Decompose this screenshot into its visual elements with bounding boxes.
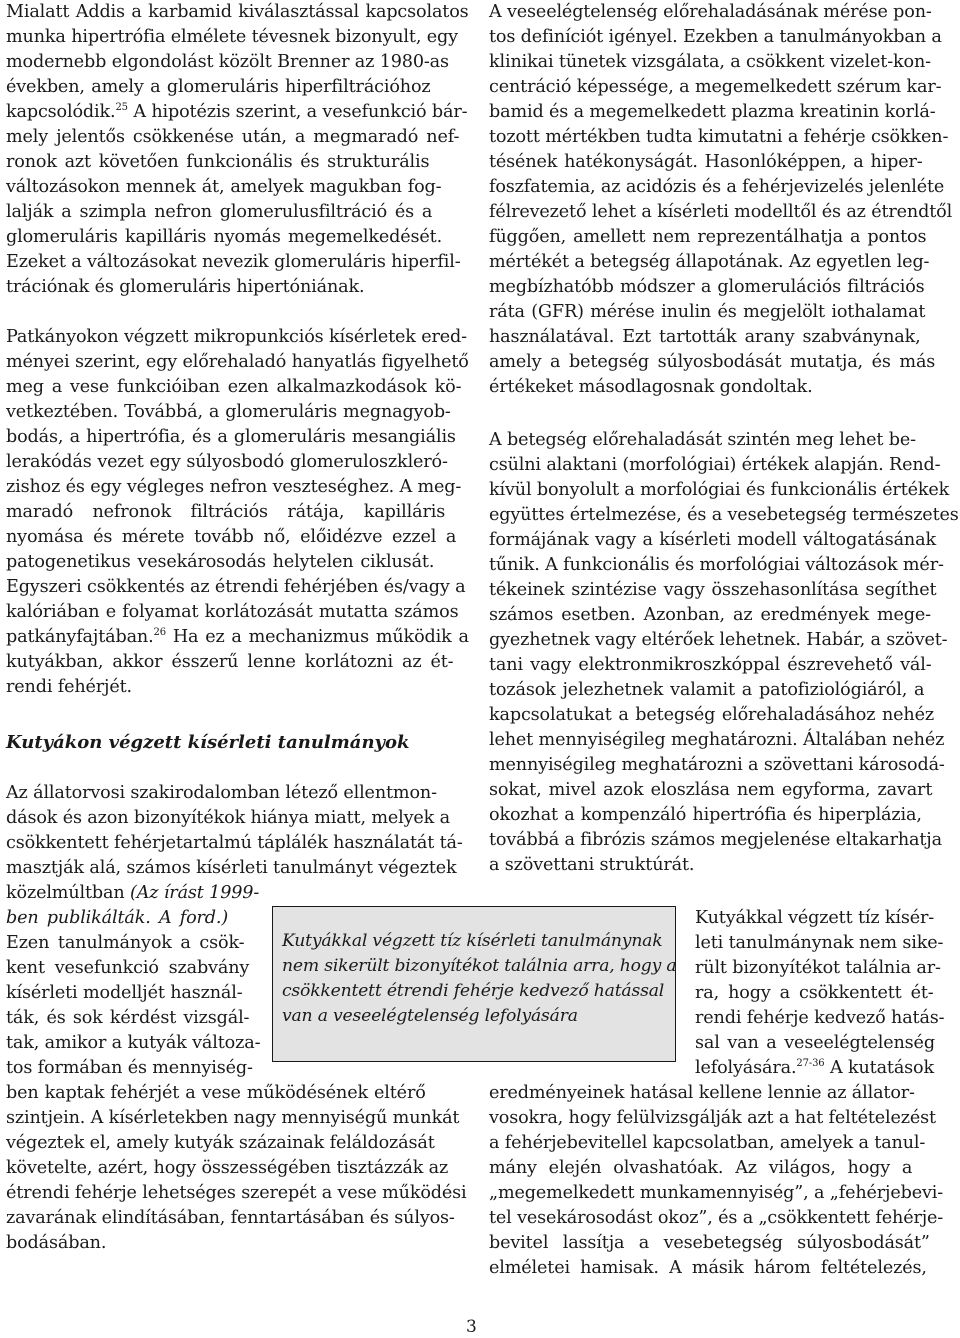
text-line: kutyákban, akkor ésszerű lenne korlátozni az ét- — [6, 652, 454, 672]
text-line: tak, amikor a kutyák változa- — [6, 1033, 261, 1053]
text-line: években, amely a glomeruláris hiperfiltrációhoz — [6, 77, 431, 97]
text-line: lalják a szimpla nefron glomerulusfiltráció és a — [6, 202, 433, 222]
text-line: tozott mértékben tudta kimutatni a fehérje csökken- — [489, 127, 949, 147]
text-line: tozások jelezhetnek valamit a patofiziológiáról, a — [489, 680, 925, 700]
text-line: ták, és sok kérdést vizsgál- — [6, 1008, 250, 1028]
text-span: A kutatások — [824, 1058, 934, 1078]
text-line: trációnak és glomeruláris hipertóniának. — [6, 277, 365, 297]
text-line: sal van a veseelégtelenség — [695, 1033, 935, 1053]
text-line: Mialatt Addis a karbamid kiválasztással kapcsolatos — [6, 2, 469, 22]
text-line: a szövettani struktúrát. — [489, 855, 695, 875]
text-line: mely jelentős csökkenése után, a megmaradó nef- — [6, 127, 460, 147]
translator-note: (Az írást 1999- — [130, 883, 260, 903]
text-line: Kutyákkal végzett tíz kísér- — [695, 908, 935, 928]
text-line: végeztek el, amely kutyák százainak feláldozását — [6, 1133, 435, 1153]
text-line: vetkeztében. Továbbá, a glomeruláris megnagyob- — [6, 402, 451, 422]
text-line: A veseelégtelenség előrehaladásának mérése pon- — [489, 2, 932, 22]
text-line: használatával. Ezt tartották arany szabványnak, — [489, 327, 921, 347]
text-line: tésének hatékonyságát. Hasonlóképpen, a hiper- — [489, 152, 923, 172]
text-line: értékeket másodlagosnak gondoltak. — [489, 377, 813, 397]
text-line: centráció képessége, a megemelkedett szérum kar- — [489, 77, 942, 97]
text-line: glomeruláris kapilláris nyomás megemelkedését. — [6, 227, 443, 247]
text-span: kapcsolódik. — [6, 102, 116, 122]
text-line: bamid és a megemelkedett plazma kreatinin korlá- — [489, 102, 936, 122]
text-line: foszfatemia, az acidózis és a fehérjevizelés jelenléte — [489, 177, 945, 197]
text-line: gyezhetnek vagy eltérőek lehetnek. Habár, a szövet- — [489, 630, 948, 650]
text-line — [6, 100, 467, 124]
text-line: bodásában. — [6, 1233, 107, 1253]
text-line: tos definíciót igényel. Ezekben a tanulmányokban a — [489, 27, 942, 47]
text-span: közelmúltban — [6, 883, 130, 903]
text-line: Egyszeri csökkentés az étrendi fehérjében és/vagy a — [6, 577, 466, 597]
footnote-ref: 26 — [153, 627, 166, 639]
text-line: Patkányokon végzett mikropunkciós kísérletek ered- — [6, 327, 467, 347]
text-line: nyomása és mérete tovább nő, előidézve ezzel a — [6, 527, 457, 547]
text-line: számos esetben. Azonban, az eredmények mege- — [489, 605, 931, 625]
text-line: tékeinek szintézise vagy összehasonlítása segíthet — [489, 580, 937, 600]
text-line: csülni alaktani (morfológiai) értékek alapján. Rend- — [489, 455, 941, 475]
text-line: rült bizonyítékot találnia ar- — [695, 958, 941, 978]
footnote-ref: 25 — [115, 102, 128, 114]
text-line: ben kaptak fehérjét a vese működésének eltérő — [6, 1083, 426, 1103]
text-span: A hipotézis szerint, a vesefunkció bár- — [127, 102, 468, 122]
text-line: leti tanulmánynak nem sike- — [695, 933, 944, 953]
translator-note: ben publikálták. A ford.) — [6, 908, 229, 928]
text-line: sokat, mivel azok eloszlása nem egyforma, zavart — [489, 780, 933, 800]
pull-quote-line: nem sikerült bizonyítékot találnia arra, hogy a — [282, 956, 677, 976]
footnote-ref: 27-36 — [796, 1058, 825, 1070]
text-line: mennyiségileg meghatározni a szövettani károsodá- — [489, 755, 945, 775]
text-line: meg a vese funkcióiban ezen alkalmazkodások kö- — [6, 377, 462, 397]
text-line: ményei szerint, egy előrehaladó hanyatlás figyelhető — [6, 352, 469, 372]
text-line: munka hipertrófia elmélete tévesnek bizonyult, egy — [6, 27, 458, 47]
text-line: megbízhatóbb módszer a glomerulációs filtrációs — [489, 277, 925, 297]
text-line: kapcsolatukat a betegség előrehaladásához nehéz — [489, 705, 934, 725]
text-line: kent vesefunkció szabvány — [6, 958, 250, 978]
text-line — [6, 881, 259, 905]
text-line: ráta (GFR) mérése inulin és megjelölt iothalamat — [489, 302, 926, 322]
text-line: követelte, azért, hogy összességében tisztázzák az — [6, 1158, 449, 1178]
text-line: mány elején olvashatóak. Az világos, hogy a — [489, 1158, 913, 1178]
text-line: zavarának elindításában, fenntartásában és súlyos- — [6, 1208, 455, 1228]
text-line: a fehérjebevitellel kapcsolatban, amelyek a tanul- — [489, 1133, 926, 1153]
text-line: csökkentett fehérjetartalmú táplálék használatát tá- — [6, 833, 463, 853]
text-line: kalóriában e folyamat korlátozását mutatta számos — [6, 602, 459, 622]
text-span: lefolyására. — [695, 1058, 797, 1078]
text-line: elméletei hamisak. A másik három feltételezés, — [489, 1258, 927, 1278]
text-line: formájának vagy a kísérleti modell váltogatásának — [489, 530, 936, 550]
text-line: változásokon mennek át, amelyek magukban fog- — [6, 177, 442, 197]
text-line: masztják alá, számos kísérleti tanulmányt végeztek — [6, 858, 457, 878]
text-line: rendi fehérjét. — [6, 677, 132, 697]
text-line: kívül bonyolult a morfológiai és funkcionális értékek — [489, 480, 950, 500]
text-line: ronok azt követően funkcionális és strukturális — [6, 152, 430, 172]
text-line: Az állatorvosi szakirodalomban létező ellentmon- — [6, 783, 437, 803]
text-line: továbbá a fibrózis számos megjelenése eltakarhatja — [489, 830, 942, 850]
text-span: patkányfajtában. — [6, 627, 154, 647]
text-line: modernebb elgondolást közölt Brenner az 1980-as — [6, 52, 449, 72]
text-line: lehet mennyiségileg meghatározni. Általában nehéz — [489, 730, 945, 750]
text-line — [6, 625, 469, 649]
text-line: klinikai tünetek vizsgálata, a csökkent vizelet-kon- — [489, 52, 931, 72]
page-number: 3 — [466, 1317, 477, 1337]
text-line: okozhat a kompenzáló hipertrófia és hiperplázia, — [489, 805, 922, 825]
text-line: szintjein. A kísérletekben nagy mennyiségű munkát — [6, 1108, 460, 1128]
text-line: függően, amellett nem reprezentálhatja a pontos — [489, 227, 927, 247]
text-line: eredményeinek hatásal kellene lennie az állator- — [489, 1083, 915, 1103]
text-line: rendi fehérje kedvező hatás- — [695, 1008, 945, 1028]
text-line: kísérleti modelljét használ- — [6, 983, 243, 1003]
text-line: bodás, a hipertrófia, és a glomeruláris mesangiális — [6, 427, 456, 447]
text-line: tos formában és mennyiség- — [6, 1058, 253, 1078]
text-line: vosokra, hogy felülvizsgálják azt a hat feltételezést — [489, 1108, 936, 1128]
pull-quote-box — [272, 906, 676, 1062]
text-line: dások és azon bizonyítékok hiánya miatt, melyek a — [6, 808, 450, 828]
text-line: maradó nefronok filtrációs rátája, kapilláris — [6, 502, 446, 522]
text-line: Ezen tanulmányok a csök- — [6, 933, 245, 953]
text-line: bevitel lassítja a vesebetegség súlyosbodását” — [489, 1233, 930, 1253]
section-heading: Kutyákon végzett kísérleti tanulmányok — [6, 732, 410, 753]
text-line — [695, 1056, 934, 1080]
text-line: A betegség előrehaladását szintén meg lehet be- — [489, 430, 916, 450]
pull-quote-line: csökkentett étrendi fehérje kedvező hatással — [282, 981, 665, 1001]
text-span: Ha ez a mechanizmus működik a — [165, 627, 469, 647]
pull-quote-line: Kutyákkal végzett tíz kísérleti tanulmánynak — [282, 931, 663, 951]
text-line: tel vesekárosodást okoz”, és a „csökkentett fehérje- — [489, 1208, 944, 1228]
text-line: patogenetikus vesekárosodás helytelen ciklusát. — [6, 552, 435, 572]
text-line: zishoz és egy végleges nefron veszteséghez. A meg- — [6, 477, 462, 497]
text-line: együttes értelmezése, és a vesebetegség természetes — [489, 505, 959, 525]
text-line: ra, hogy a csökkentett ét- — [695, 983, 934, 1003]
text-line: mértékét a betegség állapotának. Az egyetlen leg- — [489, 252, 930, 272]
text-line: tűnik. A funkcionális és morfológiai változások mér- — [489, 555, 944, 575]
text-line: étrendi fehérje lehetséges szerepét a vese működési — [6, 1183, 467, 1203]
text-line: „megemelkedett munkamennyiség”, a „fehérjebevi- — [489, 1183, 944, 1203]
text-line: félrevezető lehet a kísérleti modelltől és az étrendtől — [489, 202, 953, 222]
text-line: lerakódás vezet egy súlyosbodó glomeruloszkleró- — [6, 452, 448, 472]
text-line: Ezeket a változásokat nevezik glomeruláris hiperfil- — [6, 252, 461, 272]
text-line: amely a betegség súlyosbodását mutatja, és más — [489, 352, 936, 372]
pull-quote-line: van a veseelégtelenség lefolyására — [282, 1006, 578, 1026]
text-line: tani vagy elektronmikroszkóppal észrevehető vál- — [489, 655, 932, 675]
